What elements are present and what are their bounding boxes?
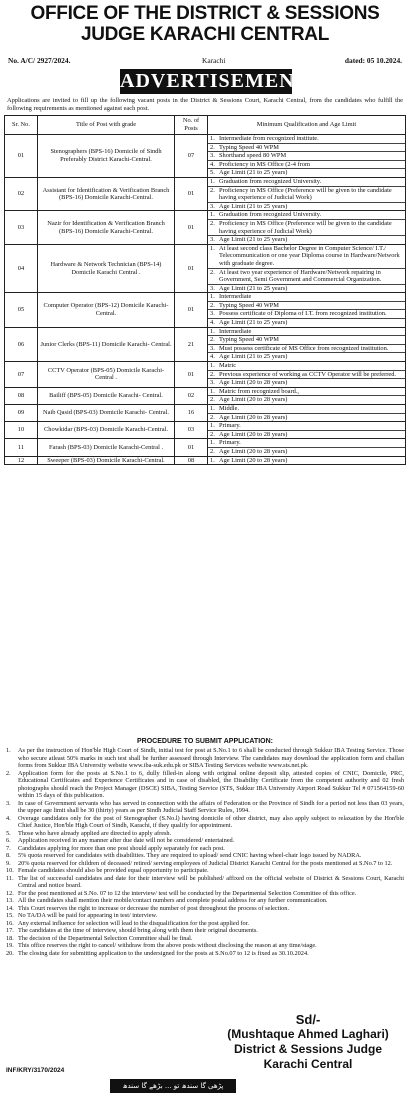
qualification-text: Primary. (219, 422, 241, 430)
qualification-text: Age Limit (21 to 25 years) (219, 169, 288, 177)
procedure-item (6, 837, 404, 845)
procedure-text: 5% quota reserved for candidates with disabilities. They are required to upload/ send CNIC having wheel-chair logo issued by NADRA. (18, 852, 362, 859)
row-sr-no: 05 (5, 293, 38, 327)
row-sr-no: 04 (5, 244, 38, 293)
qualification-text: Typing Speed 40 WPM (219, 301, 279, 309)
procedure-item (6, 747, 404, 770)
qualification-text: Typing Speed 40 WPM (219, 143, 279, 151)
qualification-text: Age Limit (21 to 25 years) (219, 284, 288, 292)
procedure-item (6, 905, 404, 913)
row-qualifications (208, 244, 406, 293)
qualification-number: 1. (210, 362, 215, 370)
qualification-number: 2. (210, 143, 215, 151)
procedure-item (6, 830, 404, 838)
qualification-item (208, 345, 405, 354)
procedure-number: 4. (6, 814, 11, 822)
procedure-number: 18. (6, 934, 14, 942)
header-no-of-posts: No. of Posts (175, 116, 208, 135)
row-qualifications (208, 211, 406, 244)
qualification-number: 1. (210, 387, 215, 395)
procedure-number: 6. (6, 837, 11, 844)
qualification-number: 3. (210, 310, 215, 318)
procedure-text: Application received in any manner after due date will not be considered/ entertained. (18, 837, 235, 844)
qualification-text: Age Limit (20 to 28 years) (219, 396, 288, 404)
qualification-text: Intermediate (219, 293, 252, 301)
qualification-item (208, 353, 405, 361)
row-qualifications (208, 177, 406, 210)
row-qualifications (208, 405, 406, 422)
procedure-item (6, 770, 404, 800)
qualification-number: 2. (210, 219, 215, 227)
row-post-title: Naib Qasid (BPS-03) Domicile Karachi- Central. (38, 405, 175, 422)
qualification-item (208, 414, 405, 422)
qualification-text: At least two year experience of Hardware/Network repairing in Government, Semi Government and Commercial Organization. (219, 268, 382, 284)
procedure-number: 8. (6, 852, 11, 859)
procedure-text: In case of Government servants who has served in connection with the affairs of Federation or the Province of Sindh for a period not less than 03 years, the upper age limit shall be 30 (thirty) years as per Sindh Judicial Staff Service Rules, 1994. (18, 799, 404, 814)
date-label: dated: 05 10.2024. (344, 56, 402, 65)
qualification-text: Age Limit (21 to 25 years) (219, 353, 288, 361)
qualification-number: 3. (210, 344, 215, 352)
qualification-text: Graduation from recognized University. (219, 177, 322, 185)
qualification-number: 3. (210, 152, 215, 160)
procedure-number: 10. (6, 867, 14, 874)
qualification-number: 5. (210, 169, 215, 177)
procedure-number: 17. (6, 927, 14, 934)
qualification-number: 2. (210, 268, 215, 276)
table-row (5, 244, 406, 293)
row-qualifications (208, 362, 406, 388)
row-no-of-posts: 01 (175, 439, 208, 456)
procedure-text: No TA/DA will be paid for appearing in test/ interview. (18, 912, 158, 919)
qualification-text: Age Limit (20 to 28 years) (219, 456, 288, 464)
procedure-text: Female candidates should also be provided equal opportunity to participate. (18, 867, 209, 874)
row-qualifications (208, 135, 406, 178)
header-qualification: Minimum Qualification and Age Limit (208, 116, 406, 135)
qualification-item (208, 431, 405, 439)
qualification-item (208, 422, 405, 431)
office-title-line1: OFFICE OF THE DISTRICT & SESSIONS (30, 3, 380, 24)
qualification-number: 2. (210, 370, 215, 378)
office-title-line2: JUDGE KARACHI CENTRAL (80, 24, 330, 45)
qualification-number: 3. (210, 236, 215, 244)
procedure-item (6, 867, 404, 875)
procedure-item (6, 927, 404, 935)
procedure-item (6, 875, 404, 890)
procedure-item (6, 815, 404, 830)
qualification-item (208, 396, 405, 404)
procedure-text: This Court reserves the right to increase or decrease the number of post throughout the process of selection. (18, 904, 290, 912)
qualification-item (208, 178, 405, 187)
qualification-number: 2. (210, 301, 215, 309)
inf-reference: INF/KRY/3170/2024 (6, 1067, 65, 1074)
row-post-title: Bailiff (BPS-05) Domicile Karachi- Central. (38, 387, 175, 404)
qualification-text: Age Limit (21 to 25 years) (219, 319, 288, 327)
row-qualifications (208, 456, 406, 465)
procedure-text: Those who have already applied are directed to apply afresh. (18, 829, 172, 837)
row-post-title: Stenographers (BPS-16) Domicile of Sindh Preferably District Karachi-Central. (38, 135, 175, 178)
row-no-of-posts: 01 (175, 177, 208, 210)
qualification-number: 2. (210, 336, 215, 344)
qualification-number: 1. (210, 177, 215, 185)
procedure-text: For the post mentioned at S.No. 07 to 12 the interview/ test will be conducted by the Departmental Selection Committee of this office. (18, 889, 357, 897)
city-label: Karachi (202, 56, 226, 65)
row-qualifications (208, 327, 406, 361)
row-sr-no: 09 (5, 405, 38, 422)
qualification-text: At least second class Bachelor Degree in Computer Science/ I.T./ Telecommunication or one year Diploma course in Hardware/Network with graduate degree. (219, 244, 400, 267)
qualification-text: Age Limit (21 to 25 years) (219, 202, 288, 210)
qualification-item (208, 388, 405, 397)
qualification-number: 1. (210, 135, 215, 142)
row-no-of-posts: 08 (175, 456, 208, 465)
procedure-item (6, 845, 404, 853)
row-post-title: Hardware & Network Technician (BPS-14) Domicile Karachi Central . (38, 244, 175, 293)
qualification-text: Matric from recognized board., (219, 387, 300, 395)
qualification-text: Middle. (219, 405, 240, 412)
signature-sd: Sd/- (295, 1012, 321, 1027)
procedure-number: 13. (6, 897, 14, 904)
row-post-title: Nazir for Identification & Verification Branch (BPS-16) Domicile Karachi-Central. (38, 211, 175, 244)
signatory-location: Karachi Central (263, 1057, 353, 1071)
procedure-text: The candidates at the time of interview, should bring along with them their original documents. (18, 927, 258, 934)
row-post-title: Junior Clerks (BPS-11) Domicile Karachi- Central. (38, 327, 175, 361)
qualification-text: Typing Speed 40 WPM (219, 336, 279, 344)
qualification-text: Must possess certificate of MS Office from recognized institution. (219, 344, 389, 352)
table-row (5, 177, 406, 210)
row-no-of-posts: 01 (175, 362, 208, 388)
qualification-number: 4. (210, 319, 215, 327)
qualification-number: 2. (210, 186, 215, 194)
qualification-number: 1. (210, 244, 215, 252)
procedure-item (6, 800, 404, 815)
qualification-item (208, 405, 405, 414)
qualification-item (208, 135, 405, 144)
qualification-item (208, 293, 405, 302)
qualification-number: 2. (210, 413, 215, 421)
row-sr-no: 10 (5, 422, 38, 439)
procedure-text: 20% quota reserved for children of deceased/ retired/ serving employees of Judicial District Karachi Central for the posts mentioned at S.No.7 to 12. (18, 859, 393, 867)
qualification-number: 3. (210, 379, 215, 387)
header-post-title: Title of Post with grade (38, 116, 175, 135)
row-no-of-posts: 03 (175, 422, 208, 439)
row-sr-no: 06 (5, 327, 38, 361)
vacancy-table (4, 115, 406, 465)
slogan-badge: پڑھی گا سندھ تو ... بڑھے گا سندھ (110, 1079, 236, 1093)
qualification-item (208, 448, 405, 456)
qualification-item (208, 169, 405, 177)
qualification-item (208, 362, 405, 371)
qualification-item (208, 220, 405, 236)
table-row (5, 327, 406, 361)
reference-line (8, 56, 402, 66)
procedure-item (6, 852, 404, 860)
procedure-number: 15. (6, 912, 14, 919)
table-row (5, 293, 406, 327)
qualification-text: Proficiency in MS Office (2-4 from (219, 160, 310, 168)
reference-number: No. A/C/ 2927/2024. (8, 56, 71, 65)
qualification-item (208, 336, 405, 345)
qualification-text: Previous experience of working as CCTV Operator will be preferred. (219, 370, 396, 378)
qualification-number: 1. (210, 405, 215, 412)
procedure-text: Overage candidates only for the post of Stenographer (S.No.l) having domicile of other district, may also apply subject to relaxation by the Hon'ble Chief Justice, Hon'ble High Court of Sindh, Karachi, if they qualify for appointment. (18, 814, 404, 829)
row-qualifications (208, 293, 406, 327)
row-no-of-posts: 16 (175, 405, 208, 422)
row-qualifications (208, 422, 406, 439)
qualification-item (208, 328, 405, 337)
qualification-text: Intermediate (219, 327, 252, 335)
qualification-item (208, 203, 405, 211)
procedure-item (6, 920, 404, 928)
qualification-text: Age Limit (20 to 28 years) (219, 413, 288, 421)
table-row (5, 135, 406, 178)
qualification-text: Age Limit (20 to 28 years) (219, 379, 288, 387)
qualification-text: Intermediate from recognized institute. (219, 135, 319, 142)
row-qualifications (208, 387, 406, 404)
qualification-item (208, 457, 405, 465)
procedure-text: Candidates applying for more than one post should apply separately for each post. (18, 844, 225, 852)
qualification-number: 4. (210, 160, 215, 168)
procedure-text: This office reserves the right to cancel/ withdraw from the above posts without disclosing the reason at any time/stage. (18, 942, 317, 949)
table-row (5, 405, 406, 422)
qualification-text: Primary. (219, 439, 241, 447)
table-row (5, 362, 406, 388)
row-no-of-posts: 21 (175, 327, 208, 361)
qualification-item (208, 371, 405, 380)
procedure-text: As per the instruction of Hon'ble High Court of Sindh, initial test for post at S.No.1 to 6 shall be conducted through Sukkur IBA Testing Service. Those who secure atleast 50% marks in such test shall be further assessed through Interview. The candidates may download the application form and challan forms from Sukkur IBA University website www.iba-suk.edu.pk or SIBA Testing Services website www.sts.net.pk. (18, 747, 404, 769)
qualification-item (208, 187, 405, 203)
table-row (5, 387, 406, 404)
row-sr-no: 01 (5, 135, 38, 178)
qualification-number: 2. (210, 430, 215, 438)
qualification-item (208, 245, 405, 269)
qualification-number: 1. (210, 422, 215, 430)
row-post-title: Chowkidar (BPS-03) Domicile Karachi-Central. (38, 422, 175, 439)
qualification-item (208, 302, 405, 311)
qualification-number: 1. (210, 327, 215, 335)
procedure-number: 1. (6, 747, 11, 754)
row-no-of-posts: 01 (175, 244, 208, 293)
row-sr-no: 03 (5, 211, 38, 244)
qualification-item (208, 379, 405, 387)
procedure-item (6, 942, 404, 950)
table-row (5, 439, 406, 456)
row-post-title: Computer Operator (BPS-12) Domicile Karachi- Central. (38, 293, 175, 327)
qualification-item (208, 236, 405, 244)
qualification-item (208, 310, 405, 319)
advertisement-banner: ADVERTISEMENT (120, 70, 309, 92)
signatory-name: (Mushtaque Ahmed Laghari) (227, 1027, 389, 1041)
procedure-item (6, 912, 404, 920)
intro-paragraph: Applications are invited to fill up the following vacant posts in the District & Sessions Court, Karachi Central, from the candidates who fulfill the following requirements as mentioned against each post. (7, 97, 403, 112)
qualification-number: 1. (210, 439, 215, 447)
procedure-title: PROCEDURE TO SUBMIT APPLICATION: (137, 738, 273, 745)
procedure-item (6, 897, 404, 905)
row-no-of-posts: 01 (175, 293, 208, 327)
row-post-title: Farash (BPS-03) Domicile Karachi-Central . (38, 439, 175, 456)
procedure-text: All the candidates shall mention their mobile/contact numbers and complete postal address for any further communication. (18, 897, 328, 904)
qualification-number: 1. (210, 456, 215, 464)
table-row (5, 422, 406, 439)
qualification-text: Matric (219, 362, 237, 370)
procedure-number: 11. (6, 874, 14, 882)
procedure-number: 19. (6, 942, 14, 949)
procedure-item (6, 950, 404, 958)
signature-block (212, 1012, 404, 1072)
procedure-number: 7. (6, 844, 11, 852)
qualification-item (208, 161, 405, 170)
procedure-number: 5. (6, 829, 11, 837)
qualification-number: 2. (210, 447, 215, 455)
procedure-number: 3. (6, 799, 11, 807)
qualification-item (208, 285, 405, 293)
row-qualifications (208, 439, 406, 456)
procedure-item (6, 890, 404, 898)
procedure-number: 14. (6, 904, 14, 912)
qualification-number: 2. (210, 396, 215, 404)
qualification-text: Proficiency in MS Office (Preference will be given to the candidate having experience of Judicial Work) (219, 219, 392, 235)
row-sr-no: 07 (5, 362, 38, 388)
row-sr-no: 02 (5, 177, 38, 210)
procedure-item (6, 935, 404, 943)
qualification-item (208, 439, 405, 448)
procedure-item (6, 860, 404, 868)
procedure-number: 2. (6, 769, 11, 777)
procedure-list (6, 747, 404, 957)
table-row (5, 456, 406, 465)
procedure-number: 12. (6, 889, 14, 897)
table-header-row (5, 116, 406, 135)
procedure-number: 16. (6, 919, 14, 927)
procedure-text: Application form for the posts at S.No.1 to 6, dully filled-in along with original online deposit slip, attested copies of CNIC, Domicile, PRC, Educational Certificates and Experience Certificates and in case of disabled, the Disability Certificate from the competent authority and 02 fresh photographs should reach the Project Manager (DSCE) SIBA, Testing Service (STS, Sukkur IBA University Airport Road Sukkur Tel # 071564159-60 within 15 days of this publication. (18, 769, 404, 799)
row-sr-no: 11 (5, 439, 38, 456)
procedure-number: 20. (6, 949, 14, 957)
row-post-title: Assistant for Identification & Verification Branch (BPS-16) Domicile Karachi-Central. (38, 177, 175, 210)
qualification-text: Age Limit (21 to 25 years) (219, 236, 288, 244)
header-sr-no: Sr. No. (5, 116, 38, 135)
qualification-text: Proficiency in MS Office (Preference will be given to the candidate having experience of Judicial Work) (219, 186, 392, 202)
table-row (5, 211, 406, 244)
qualification-item (208, 144, 405, 153)
qualification-number: 4. (210, 353, 215, 361)
procedure-text: The closing date for submitting application to the undersigned for the posts at S.No.07 to 12 is fixed as 30.10.2024. (18, 949, 309, 957)
row-no-of-posts: 01 (175, 211, 208, 244)
qualification-text: Age Limit (20 to 28 years) (219, 430, 288, 438)
row-post-title: Sweeper (BPS-03) Domicile Karachi-Central. (38, 456, 175, 465)
procedure-text: The list of successful candidates and date for their interview will be published/ affixed on the official website of District & Sessions Court, Karachi Central and notice board. (18, 874, 404, 889)
row-post-title: CCTV Operator (BPS-05) Domicile Karachi- Central . (38, 362, 175, 388)
qualification-number: 1. (210, 293, 215, 301)
row-no-of-posts: 02 (175, 387, 208, 404)
qualification-number: 3. (210, 202, 215, 210)
procedure-text: The decision of the Departmental Selection Committee shall be final. (18, 934, 193, 942)
qualification-text: Possess certificate of Diploma of I.T. from recognized institution. (219, 310, 387, 318)
qualification-item (208, 211, 405, 220)
qualification-text: Age Limit (20 to 28 years) (219, 447, 288, 455)
procedure-text: Any external influence for selection will lead to the disqualification for the post applied for. (18, 919, 249, 927)
qualification-item (208, 152, 405, 161)
qualification-text: Shorthand speed 80 WPM (219, 152, 287, 160)
qualification-number: 3. (210, 284, 215, 292)
qualification-number: 1. (210, 211, 215, 219)
qualification-text: Graduation from recognized University. (219, 211, 322, 219)
procedure-number: 9. (6, 859, 11, 867)
row-sr-no: 08 (5, 387, 38, 404)
row-no-of-posts: 07 (175, 135, 208, 178)
qualification-item (208, 269, 405, 285)
signatory-designation: District & Sessions Judge (233, 1042, 383, 1056)
qualification-item (208, 319, 405, 327)
row-sr-no: 12 (5, 456, 38, 465)
